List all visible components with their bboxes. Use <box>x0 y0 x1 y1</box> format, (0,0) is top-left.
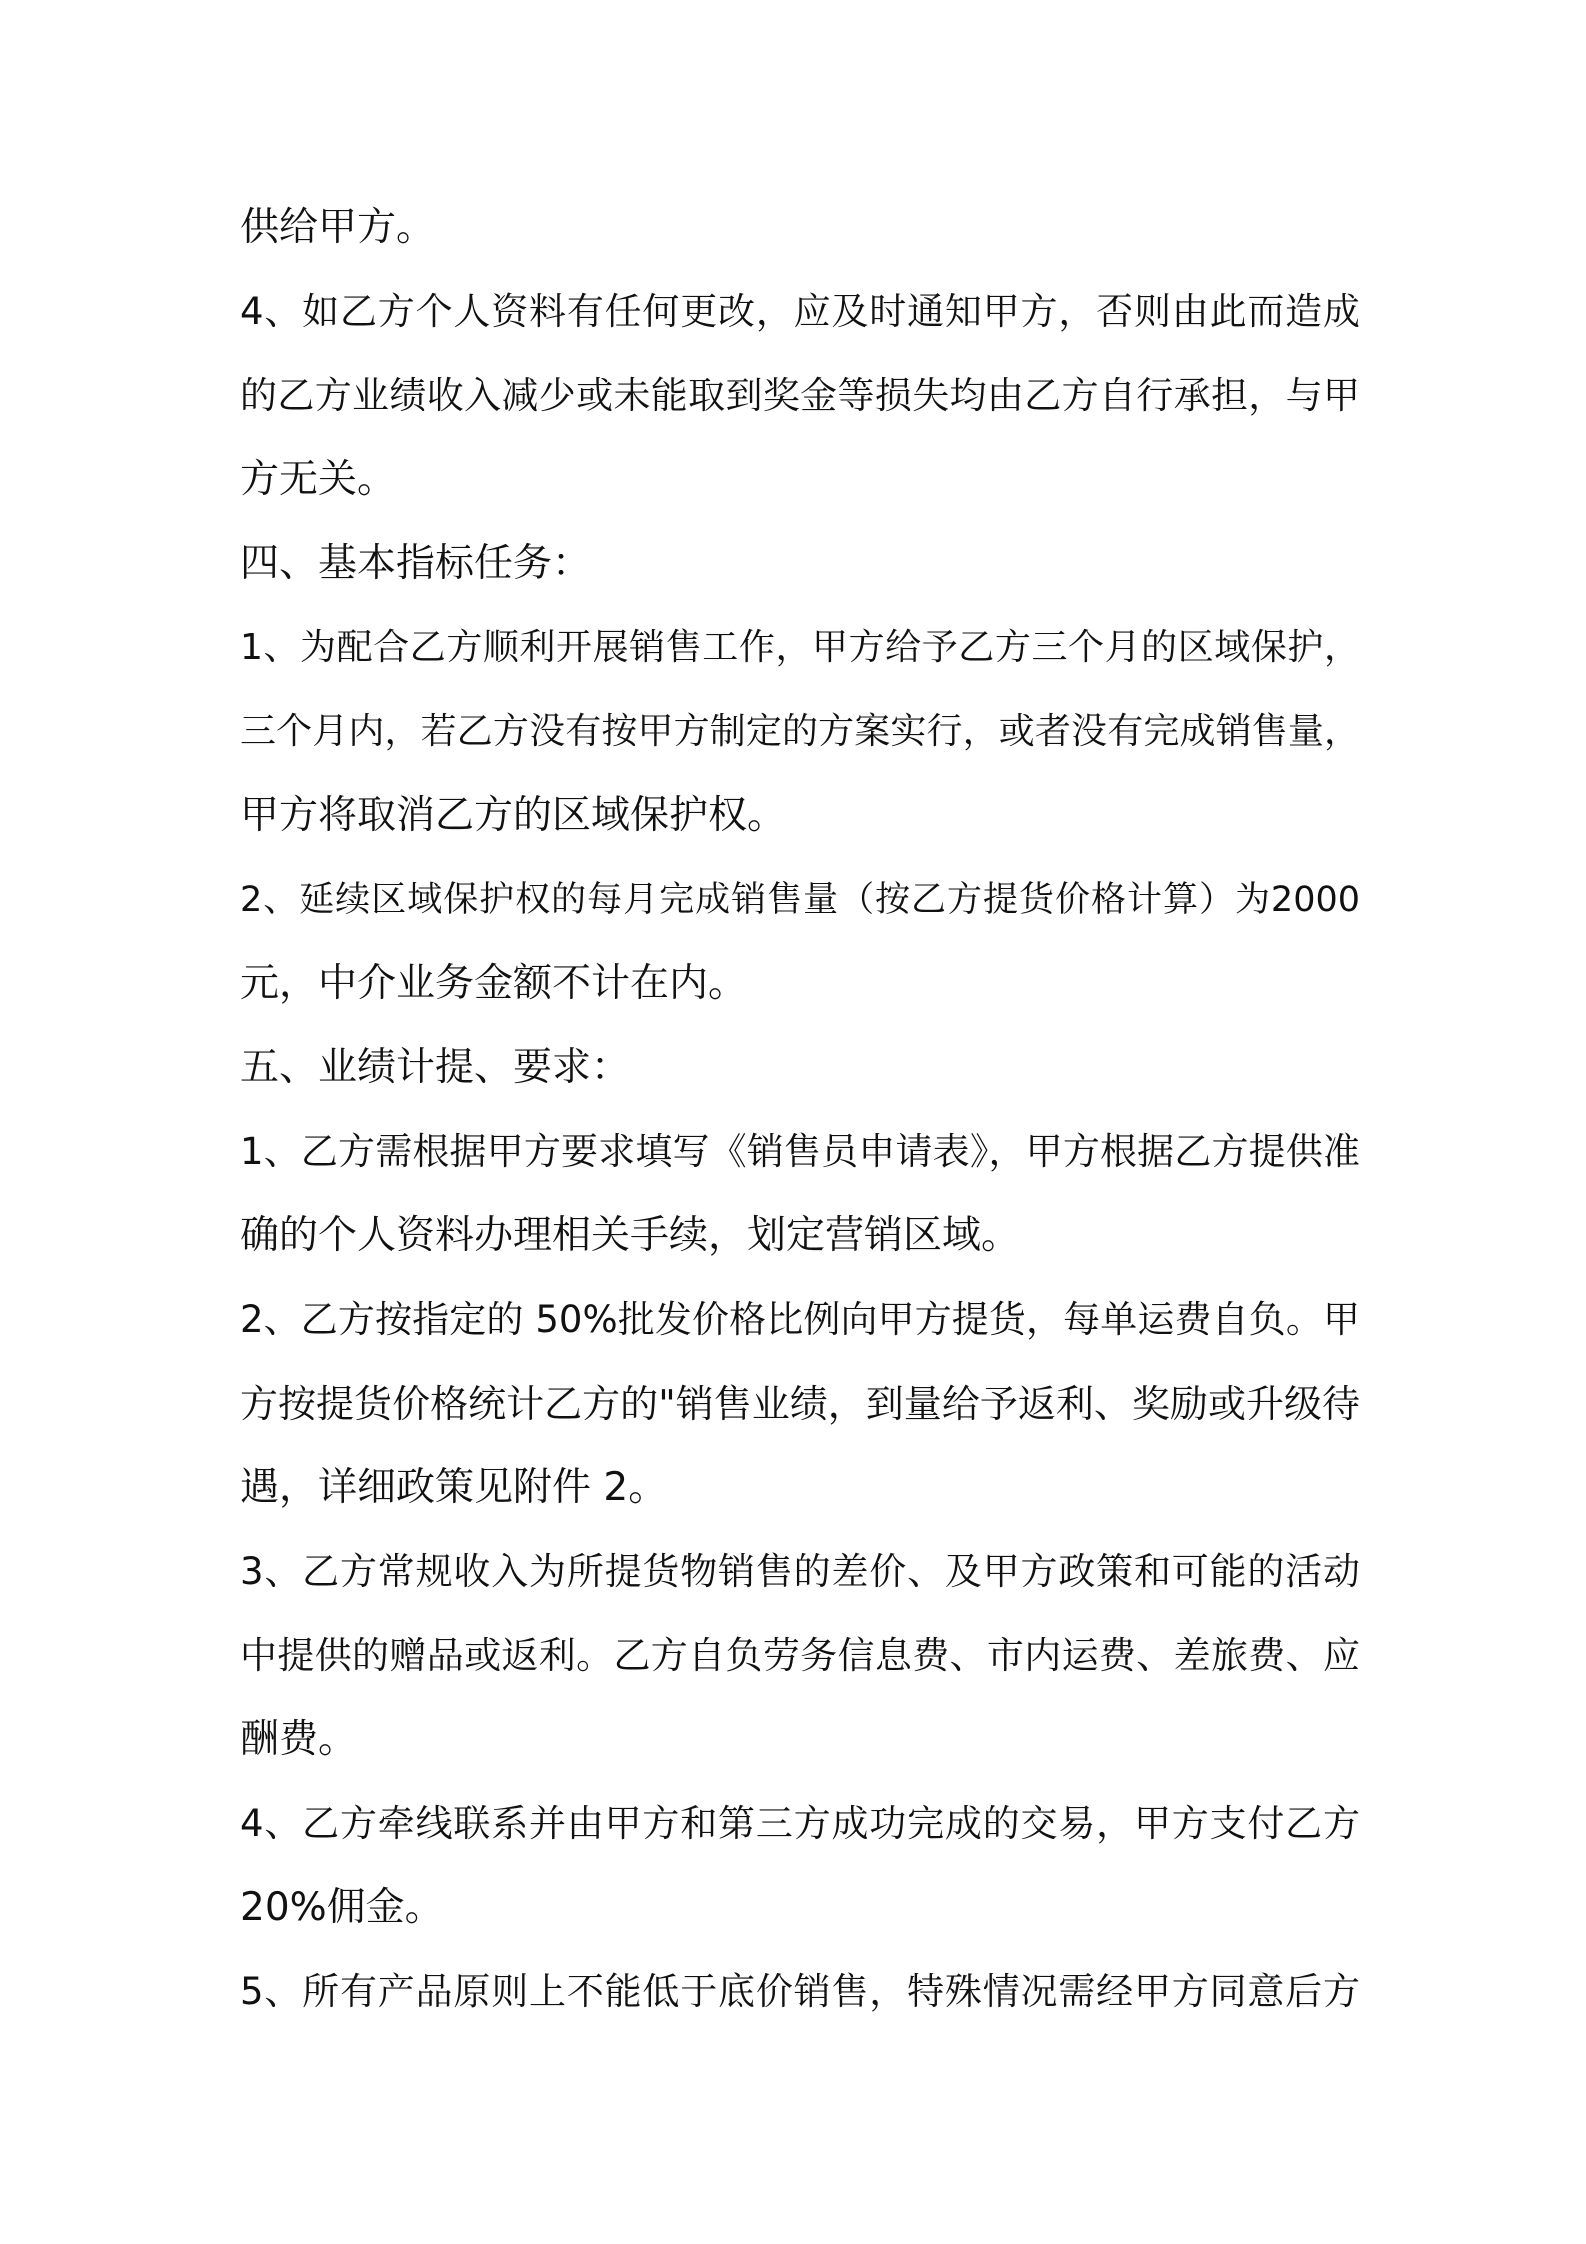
paragraph-line: 三个月内，若乙方没有按甲方制定的方案实行，或者没有完成销售量， <box>240 711 1360 752</box>
paragraph-line: 元，中介业务金额不计在内。 <box>240 961 748 1006</box>
paragraph-line: 1、为配合乙方顺利开展销售工作，甲方给予乙方三个月的区域保护， <box>240 627 1360 668</box>
paragraph-line: 2、乙方按指定的 50%批发价格比例向甲方提货，每单运费自负。甲 <box>240 1298 1360 1341</box>
paragraph-line: 甲方将取消乙方的区域保护权。 <box>240 793 787 838</box>
paragraph-line: 20%佣金。 <box>240 1885 444 1930</box>
paragraph-line: 确的个人资料办理相关手续，划定营销区域。 <box>240 1213 1021 1258</box>
paragraph-line: 方按提货价格统计乙方的"销售业绩，到量给予返利、奖励或升级待 <box>240 1382 1360 1426</box>
paragraph-line: 4、如乙方个人资料有任何更改，应及时通知甲方，否则由此而造成 <box>240 290 1360 333</box>
paragraph-line: 4、乙方牵线联系并由甲方和第三方成功完成的交易，甲方支付乙方 <box>240 1802 1360 1845</box>
paragraph-line: 的乙方业绩收入减少或未能取到奖金等损失均由乙方自行承担，与甲 <box>240 374 1360 417</box>
paragraph-line: 供给甲方。 <box>240 205 436 250</box>
paragraph-line: 1、乙方需根据甲方要求填写《销售员申请表》，甲方根据乙方提供准 <box>240 1130 1360 1173</box>
section-heading: 四、基本指标任务： <box>240 541 592 586</box>
paragraph-line: 2、延续区域保护权的每月完成销售量（按乙方提货价格计算）为2000 <box>240 880 1360 920</box>
paragraph-line: 酬费。 <box>240 1717 358 1762</box>
paragraph-line: 5、所有产品原则上不能低于底价销售，特殊情况需经甲方同意后方 <box>240 1970 1360 2013</box>
paragraph-line: 3、乙方常规收入为所提货物销售的差价、及甲方政策和可能的活动 <box>240 1550 1360 1593</box>
paragraph-line: 中提供的赠品或返利。乙方自负劳务信息费、市内运费、差旅费、应 <box>240 1634 1360 1677</box>
section-heading: 五、业绩计提、要求： <box>240 1045 631 1090</box>
paragraph-line: 方无关。 <box>240 457 397 502</box>
paragraph-line: 遇，详细政策见附件 2。 <box>240 1465 668 1510</box>
